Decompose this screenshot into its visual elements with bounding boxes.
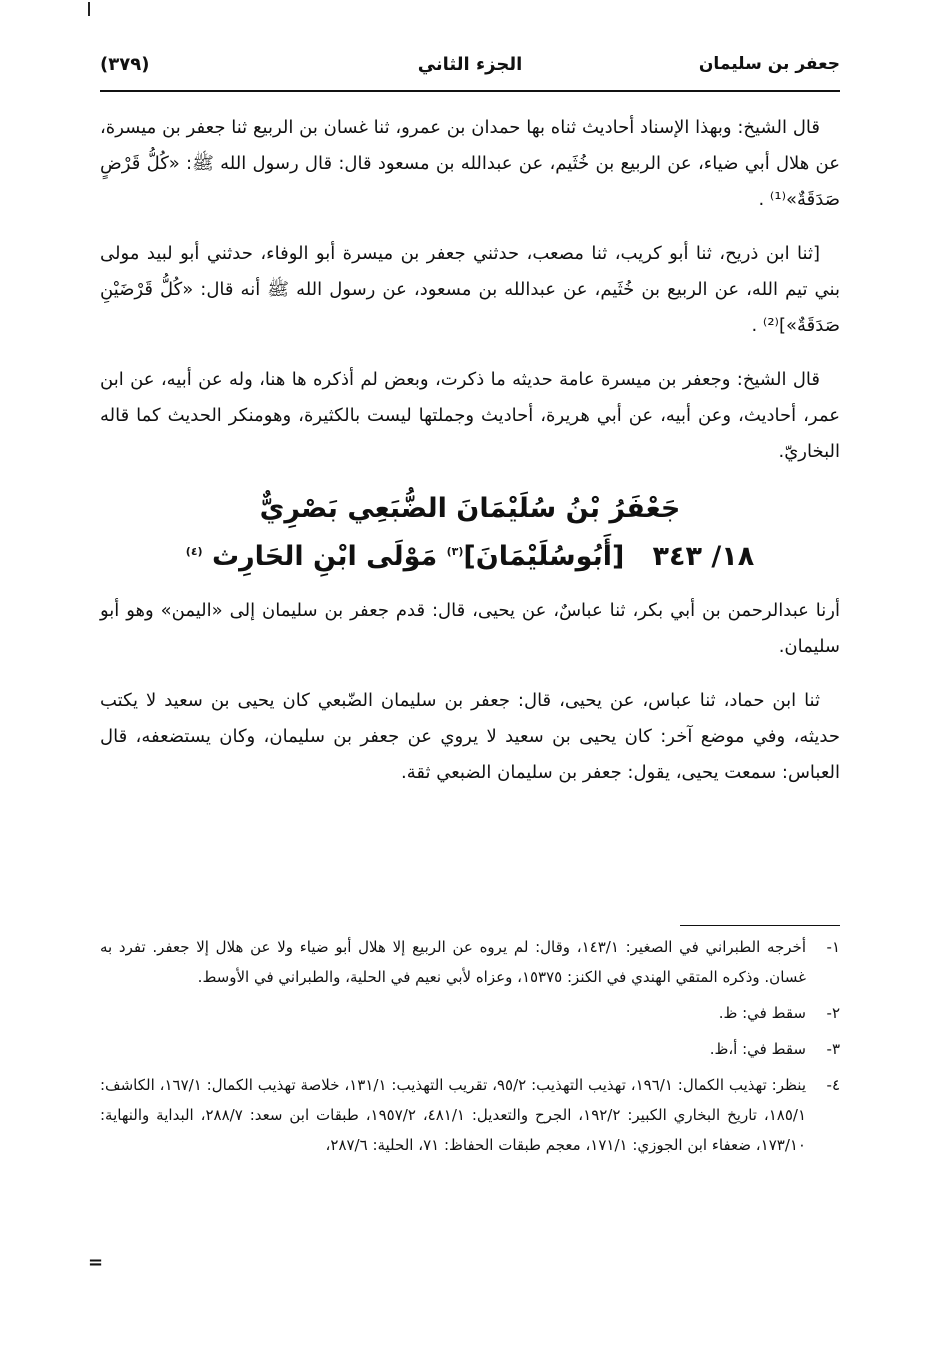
paragraph-text: قال الشيخ: وجعفر بن ميسرة عامة حديثه ما ذكرت، وبعض لم أذكره ها هنا، وله عن أبيه، عن ابن عمر، أحاديث، وعن أبيه، عن أبي هريرة، أحاديث وجملتها ليست بالكثيرة، وهومنكر الحديث كما قاله البخاريّ. xyxy=(100,369,840,462)
paragraph xyxy=(100,236,840,344)
page-header xyxy=(100,48,840,88)
footnote-ref: (٤) xyxy=(185,545,203,558)
footnote-text: أخرجه الطبراني في الصغير: ١٤٣/١، وقال: لم يروه عن الربيع إلا هلال أبو ضياء ولا عن هلال إلا جعفر. تفرد به غسان. وذكره المتقي الهندي في الكنز: ١٥٣٧٥، وعزاه لأبي نعيم في الحلية، والطبراني في الأوسط. xyxy=(100,938,806,986)
paragraph xyxy=(100,683,840,791)
footnote-text: سقط في: أ،ظ. xyxy=(709,1040,806,1058)
entry-kunya: [أَبُوسُلَيْمَانَ] xyxy=(463,541,625,572)
scan-mark xyxy=(88,2,90,16)
footnote-number: ٢- xyxy=(826,1004,840,1022)
paragraph-text: [ثنا ابن ذريح، ثنا أبو كريب، ثنا مصعب، حدثني جعفر بن ميسرة أبو الوفاء، حدثني أبو لبيد مولى بني تيم الله، عن الربيع بن خُثَيم، عن عبدالله بن مسعود، عن رسول الله ﷺ أنه قال: «كُلُّ قَرْضَيْنِ صَدَقَةٌ»]⁽²⁾ . xyxy=(100,243,840,336)
footnote-rule xyxy=(680,925,840,926)
paragraph-text: ثنا ابن حماد، ثنا عباس، عن يحيى، قال: جعفر بن سليمان الضّبعي كان يحيى بن سعيد لا يكتب حديثه، وفي موضع آخر: كان يحيى بن سعيد لا يروي عن جعفر بن سليمان، وكان يستضعفه، قال العباس: سمعت يحيى، يقول: جعفر بن سليمان الضبعي ثقة. xyxy=(100,690,840,783)
paragraph xyxy=(100,110,840,218)
paragraph xyxy=(100,593,840,665)
footnote-number: ٣- xyxy=(826,1040,840,1058)
continuation-mark: = xyxy=(88,1252,104,1273)
footnote xyxy=(100,932,840,992)
footnote-ref: (٣) xyxy=(446,545,464,558)
entry-mawla: مَوْلَى ابْنِ الحَارِث xyxy=(211,541,438,572)
paragraph xyxy=(100,362,840,470)
header-rule xyxy=(100,90,840,92)
page-number: (٣٧٩) xyxy=(100,54,150,75)
entry-number-heading xyxy=(100,530,840,579)
footnote-number: ١- xyxy=(826,938,840,956)
footnote-number: ٤- xyxy=(826,1076,840,1094)
volume-label: الجزء الثاني xyxy=(417,54,523,75)
footnote xyxy=(100,998,840,1028)
footnotes xyxy=(100,932,840,1166)
paragraph-text: قال الشيخ: وبهذا الإسناد أحاديث ثناه بها حمدان بن عمرو، ثنا غسان بن الربيع ثنا جعفر بن ميسرة، عن هلال أبي ضياء، عن الربيع بن خُثَيم، عن عبدالله بن مسعود قال: قال رسول الله ﷺ: «كُلُّ قَرْضٍ صَدَقَةٌ»⁽¹⁾ . xyxy=(100,117,840,210)
paragraph-text: أرنا عبدالرحمن بن أبي بكر، ثنا عباسٌ، عن يحيى، قال: قدم جعفر بن سليمان إلى «اليمن» وهو أبو سليمان. xyxy=(100,600,840,657)
footnote-text: سقط في: ظ. xyxy=(718,1004,806,1022)
footnote xyxy=(100,1070,840,1160)
footnote-text: ينظر: تهذيب الكمال: ١٩٦/١، تهذيب التهذيب: ٩٥/٢، تقريب التهذيب: ١٣١/١، خلاصة تهذيب الكمال: ١٦٧/١، الكاشف: ١٨٥/١، تاريخ البخاري الكبير: ١٩٢/٢، الجرح والتعديل: ٤٨١/١، ١٩٥٧/٢، طبقات ابن سعد: ٢٨٨/٧، البداية والنهاية: ١٧٣/١٠، ضعفاء ابن الجوزي: ١٧١/١، معجم طبقات الحفاظ: ٧١، الحلية: ٢٨٧/٦، xyxy=(100,1076,806,1154)
footnote xyxy=(100,1034,840,1064)
main-text xyxy=(100,110,840,809)
entry-name-heading: جَعْفَرُ بْنُ سُلَيْمَانَ الضُّبَعِي بَصْرِيٌّ xyxy=(259,493,681,524)
running-title: جعفر بن سليمان xyxy=(698,54,840,74)
entry-number: ١٨/ ٣٤٣ xyxy=(652,541,755,572)
